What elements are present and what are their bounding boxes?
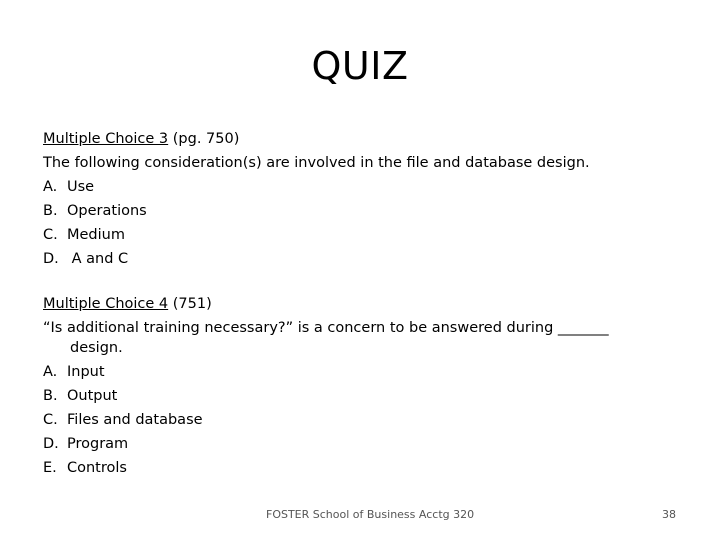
option-text: Program [67, 436, 129, 452]
question-4 [43, 292, 683, 480]
question-3-header [43, 127, 683, 151]
question-3-ref: (pg. 750) [168, 131, 240, 147]
option-letter: C. [43, 412, 58, 428]
option-text: Input [67, 364, 105, 380]
footer-course: FOSTER School of Business Acctg 320 [266, 508, 475, 521]
option-letter: D. [43, 251, 59, 267]
question-4-ref: (751) [168, 296, 212, 312]
question-4-text-continued: design. [70, 340, 123, 356]
option-4b [43, 384, 683, 408]
option-3b [43, 199, 683, 223]
option-text: Use [67, 179, 95, 195]
option-3d [43, 247, 683, 271]
option-4c [43, 408, 683, 432]
question-4-heading: Multiple Choice 4 [43, 296, 169, 312]
option-text: Controls [67, 460, 127, 476]
slide-title: QUIZ [311, 44, 409, 88]
option-text: Medium [67, 227, 125, 243]
option-text: A and C [67, 251, 129, 267]
question-3-heading: Multiple Choice 3 [43, 131, 169, 147]
option-3c [43, 223, 683, 247]
option-letter: A. [43, 364, 58, 380]
question-4-text: “Is additional training necessary?” is a concern to be answered during _______ [43, 320, 609, 336]
option-letter: B. [43, 388, 58, 404]
option-4a [43, 360, 683, 384]
question-4-header [43, 292, 683, 316]
option-letter: E. [43, 460, 57, 476]
option-letter: C. [43, 227, 58, 243]
option-letter: B. [43, 203, 58, 219]
question-3 [43, 127, 683, 271]
option-3a [43, 175, 683, 199]
option-text: Output [67, 388, 118, 404]
option-letter: D. [43, 436, 59, 452]
page-number: 38 [662, 508, 676, 521]
question-3-text: The following consideration(s) are involved in the file and database design. [43, 155, 590, 171]
option-letter: A. [43, 179, 58, 195]
option-text: Operations [67, 203, 147, 219]
option-4d [43, 432, 683, 456]
option-4e [43, 456, 683, 480]
option-text: Files and database [67, 412, 203, 428]
